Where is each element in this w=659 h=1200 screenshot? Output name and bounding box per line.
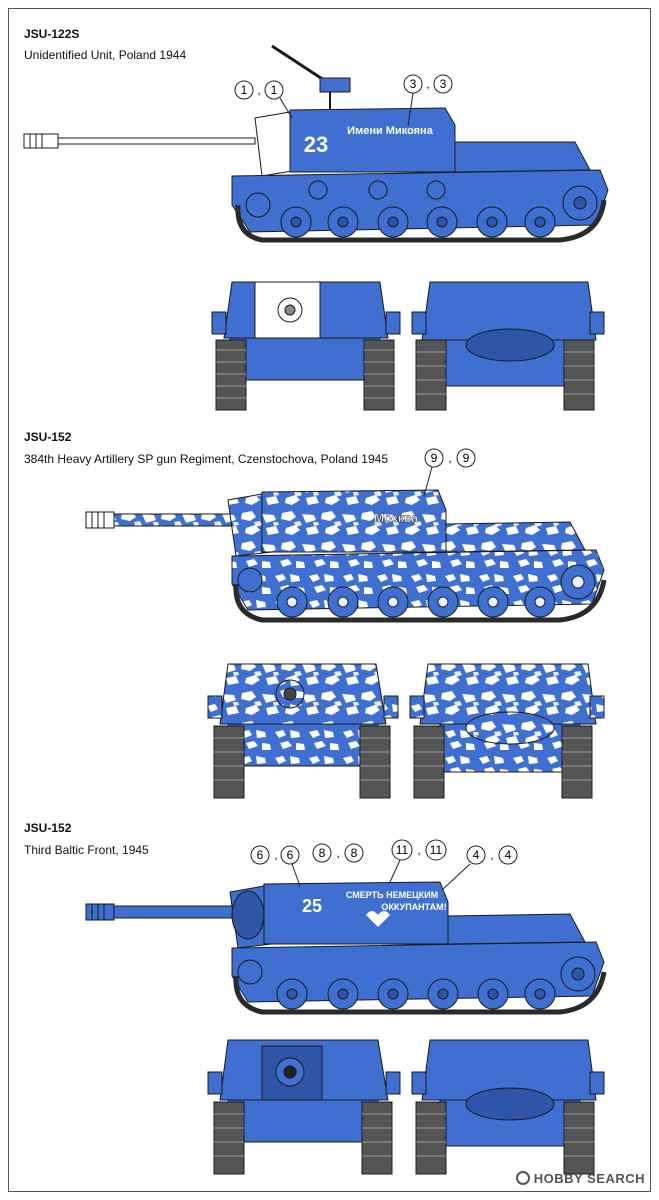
callout-11a: 11 [395,843,409,857]
jsu152-winter-side-view [86,490,604,620]
hull-number-23: 23 [303,132,329,157]
svg-text:,: , [274,848,278,862]
section-2-subtitle: 384th Heavy Artillery SP gun Regiment, Czenstochova, Poland 1945 [24,452,388,466]
section-1-title: JSU-122S [24,27,80,41]
slogan-moskva: Москва [374,511,418,525]
svg-text:,: , [336,846,340,860]
jsu122s-rear-view [412,282,604,410]
section-2-title: JSU-152 [24,430,72,444]
svg-text:,: , [426,77,430,91]
section-2-callouts [424,449,475,496]
jsu122s-front-view [212,282,400,410]
section-3-subtitle: Third Baltic Front, 1945 [24,843,149,857]
callout-3b: 3 [439,77,447,91]
hobby-search-logo-icon [516,1171,530,1185]
jsu152-blue-side-view [86,882,604,1012]
svg-text:,: , [490,848,494,862]
jsu152-blue-front-view [208,1040,400,1174]
callout-1b: 1 [270,83,278,97]
section-1-subtitle: Unidentified Unit, Poland 1944 [24,48,187,62]
slogan-line-2: ОККУПАНТАМ! [381,902,447,912]
callout-1a: 1 [240,83,248,97]
slogan-mikoyan: Имени Микояна [347,125,433,137]
callout-8b: 8 [350,846,358,860]
section-3-title: JSU-152 [24,821,72,835]
callout-11b: 11 [429,843,443,857]
jsu152-winter-rear-view [410,664,604,798]
callout-9a: 9 [430,451,438,465]
svg-text:,: , [257,83,261,97]
jsu152-winter-front-view [208,664,398,798]
callout-6a: 6 [256,848,264,862]
callout-4a: 4 [472,848,480,862]
callout-4b: 4 [504,848,512,862]
callout-9b: 9 [462,451,470,465]
callout-6b: 6 [286,848,294,862]
jsu152-blue-rear-view [412,1040,604,1174]
hull-number-25: 25 [301,896,323,916]
svg-text:,: , [417,843,421,857]
watermark [516,1171,645,1186]
watermark-text: HOBBY SEARCH [533,1171,645,1186]
callout-3a: 3 [409,77,417,91]
svg-text:,: , [448,451,452,465]
slogan-line-1: СМЕРТЬ НЕМЕЦКИМ [345,890,439,900]
callout-8a: 8 [318,846,326,860]
